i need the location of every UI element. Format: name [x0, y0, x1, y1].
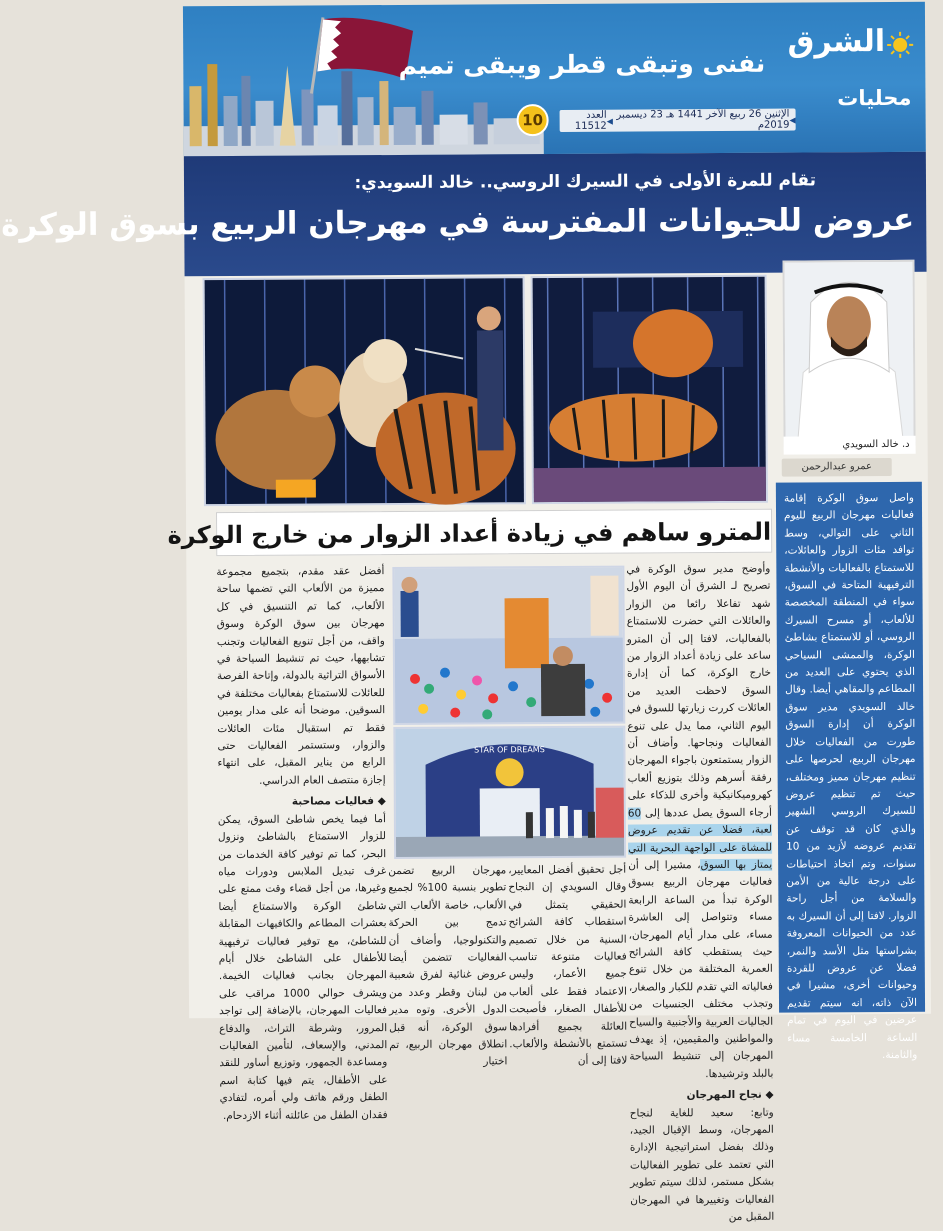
- body-text: أما فيما يخص شاطئ السوق، يمكن للزوار الاستمتاع بالشاطئ ونزول البحر، كما تم توفير كافة الخدمات من غرف تبديل الملابس ودورات مياه وغيرها، من أجل قضاء وقت ممتع على شاطئ الوكرة والاستمتاع أيضا بعشرات المطاعم والكافيهات المقابلة للشاطئ، مع توفير فعاليات ترفيهية للأطفال على الشاطئ خلال أيام المهرجان بجانب فعاليات الخيمة. ويشرف حوالي 1000 مراقب على فعاليات المهرجان، بالإضافة إلى تواجد المرور، وشرطة التراث، والدفاع المدني، والإسعاف، لتأمين الفعاليات ومساعدة الجمهور، وتوزيع أساور للنقد على الأطفال، يتم فيها كتابة اسم الطفل ورقم هاتف ولي أمره، لتفادي فقدان الطفل من عائلته أثناء الازدحام.: [218, 813, 388, 1122]
- body-column-4: [216, 563, 387, 1014]
- section-name: محليات: [837, 86, 911, 110]
- triangle-bullet-icon: ◀: [789, 115, 795, 124]
- section-subheading: ◆ نجاح المهرجان: [630, 1087, 774, 1105]
- portrait-caption: د. خالد السويدي: [784, 436, 916, 455]
- body-text: وتابع: سعيد للغاية لنجاح المهرجان، وسط الإقبال الجيد، وذلك بفضل استراتيجية الإدارة التي تعتمد على تطوير الفعاليات بشكل مستمر، لذلك سيتم تطوير الفعاليات وتغييرها في المهرجان المقبل من: [630, 1106, 775, 1223]
- intro-column: واصل سوق الوكرة إقامة فعاليات مهرجان الربيع لليوم الثاني على التوالي، وسط توافد مئات الزوار والعائلات، للاستمتاع بالفعاليات والأنشطة الترفيهية المتاحة في السوق، سواء في المنطقة المخصصة للألعاب، أو مسرح السيرك الروسي، أو للاستمتاع بشاطئ الوكرة، والممشى السياحي الذي يحتوي على العديد من المطاعم والمقاهي أيضا. وقال خالد السويدي مدير سوق الوكرة أن إدارة السوق طورت من الفعاليات خلال مهرجان الربيع، لحرصها على تنظيم مهرجان مميز ومختلف، حيث تم تنظيم عروض للسيرك الروسي الشهير والذي كان قد توقف عن تقديم عروضه لأزيد من 10 سنوات، وتم اتخاذ احتياطات على درجة عالية من الأمن والسلامة من أجل راحة الزوار. لافتا إلى أن السيرك به عدد من الحيوانات المعروفة بشراستها مثل الأسد والنمر، فضلا عن عروض للقردة وحيوانات أخرى، مشيرا في الآن ذاته، انه سيتم تقديم عرضين في اليوم في تمام الساعة الخامسة مساء والثامنة.: [776, 482, 925, 1013]
- sun-logo-icon: [887, 32, 913, 58]
- article-headline: عروض للحيوانات المفترسة في مهرجان الربيع بسوق الوكرة: [1, 202, 914, 244]
- portrait-photo: [782, 260, 915, 447]
- body-column-3: مهرجان الربيع تضمن تطوير بنسبة 100% لجميع الألعاب، خاصة الألعاب التي تدمج بين الحركة والتكنولوجيا، وأضاف أن الفعاليات تتضمن أيضا عروض غنائية لفرق شعبية من لبنان وقطر وعدد من الدول الأخرى. وتوه مدير سوق الوكرة، أنه قبل انطلاق مهرجان الربيع، تم اختيار: [388, 862, 507, 1013]
- subheading-text: فعاليات مصاحبة: [292, 795, 374, 808]
- date-issue-bar: [560, 109, 796, 132]
- circus-tigers-photo: [531, 275, 768, 504]
- issue-date: الإثنين 26 ربيع الآخر 1441 هـ 23 ديسمبر 2019م: [613, 109, 790, 132]
- body-column-1: [626, 561, 773, 1010]
- section-subheading: ◆ فعاليات مصاحبة: [218, 793, 386, 811]
- body-column-2: أجل تحقيق أفضل المعايير، وقال السويدي إن النجاح الحقيقي يتمثل في استقطاب كافة الشرائح السنية من خلال تصميم فعاليات متنوعة تناسب جميع الأعمار، وليس الاعتماد فقط على ألعاب للأطفال الصغار، فأصبحت العائلة بجميع أفرادها تستمتع بالأنشطة والألعاب. لافتا إلى أن: [508, 862, 627, 1013]
- byline: عمرو عبدالرحمن: [782, 458, 892, 477]
- issue-number: العدد 11512: [560, 110, 607, 132]
- body-text: ، مشيرا إلى أن فعاليات مهرجان الربيع بسوق الوكرة تبدأ من الساعة الرابعة مساء وتتواصل إلى العاشرة مساء، على مدار أيام المهرجان، حيث يستقطب كافة الشرائح العمرية المختلفة من خلال تنوع فعالياته التي تقدم للكبار والصغار، وتجذب مختلف الجنسيات من الجاليات العربية والأجنبية والسياح والمواطنين والمقيمين، إذ يهدف المهرجان إلى تنشيط السياحة بالبلد وترشيدها.: [628, 859, 773, 1080]
- headline-band: [184, 152, 927, 277]
- ball-pit-photo: [392, 566, 625, 725]
- masthead: [183, 2, 926, 157]
- circus-lions-tiger-photo: [203, 276, 526, 506]
- svg-text:STAR OF DREAMS: STAR OF DREAMS: [474, 745, 545, 754]
- highlighted-text: 60 لعبة، فضلا عن تقديم عروض للمشاة على الواجهة البحرية التي يمتاز بها السوق: [628, 807, 772, 871]
- slogan: نفنى وتبقى قطر ويبقى تميم: [398, 49, 765, 80]
- page-number: 10: [522, 111, 543, 129]
- star-of-dreams-stage-photo: [393, 726, 626, 859]
- brand-logo: الشرق: [787, 24, 885, 60]
- triangle-bullet-icon: ◀: [607, 116, 613, 125]
- body-text: أفضل عقد مقدم، بتجميع مجموعة مميزة من الألعاب التي تضمها ساحة الألعاب، كما تم التنسيق في كل مهرجان بين سوق الوكرة وسوق واقف، من أجل تنويع الفعاليات وتجنب تشابهها، حيث تم تنشيط السياحة في الأسواق التراثية بالدولة، وإتاحة الفرصة للعائلات للاستمتاع بفعاليات مختلفة في السوقين. موضحا أنه على مدار يومين فقط تم استقبال مئات العائلات والزوار، وستستمر الفعاليات حتى الرابع من يناير المقبل، على انتهاء إجازة منتصف العام الدراسي.: [216, 565, 385, 787]
- article-subheadline: المترو ساهم في زيادة أعداد الزوار من خارج الوكرة: [216, 509, 772, 556]
- subheading-text: نجاح المهرجان: [687, 1089, 762, 1101]
- page-badge-icon: [517, 104, 549, 136]
- body-text: وأوضح مدير سوق الوكرة في تصريح لـ الشرق أن اليوم الأول شهد تفاعلا رائعا من الزوار والعائلات التي حضرت للاستمتاع بالفعاليات، لافتا إلى أن المترو ساعد على زيادة أعداد الزوار من خارج الوكرة، كما أن إدارة السوق لاحظت العديد من العائلات كررت زيارتها للسوق في اليوم الثاني، مما يدل على تنوع الفعاليات ونجاحها. وأضاف أن الزوار يستمتعون باجواء المهرجان رفقة أسرهم وذلك بتوزيع ألعاب كهروميكانيكية وأخرى للذكاء على أرجاء السوق يصل عددها إلى: [626, 563, 772, 819]
- article-kicker: تقام للمرة الأولى في السيرك الروسي.. خالد السويدي:: [354, 170, 816, 193]
- newspaper-page: [183, 2, 931, 1019]
